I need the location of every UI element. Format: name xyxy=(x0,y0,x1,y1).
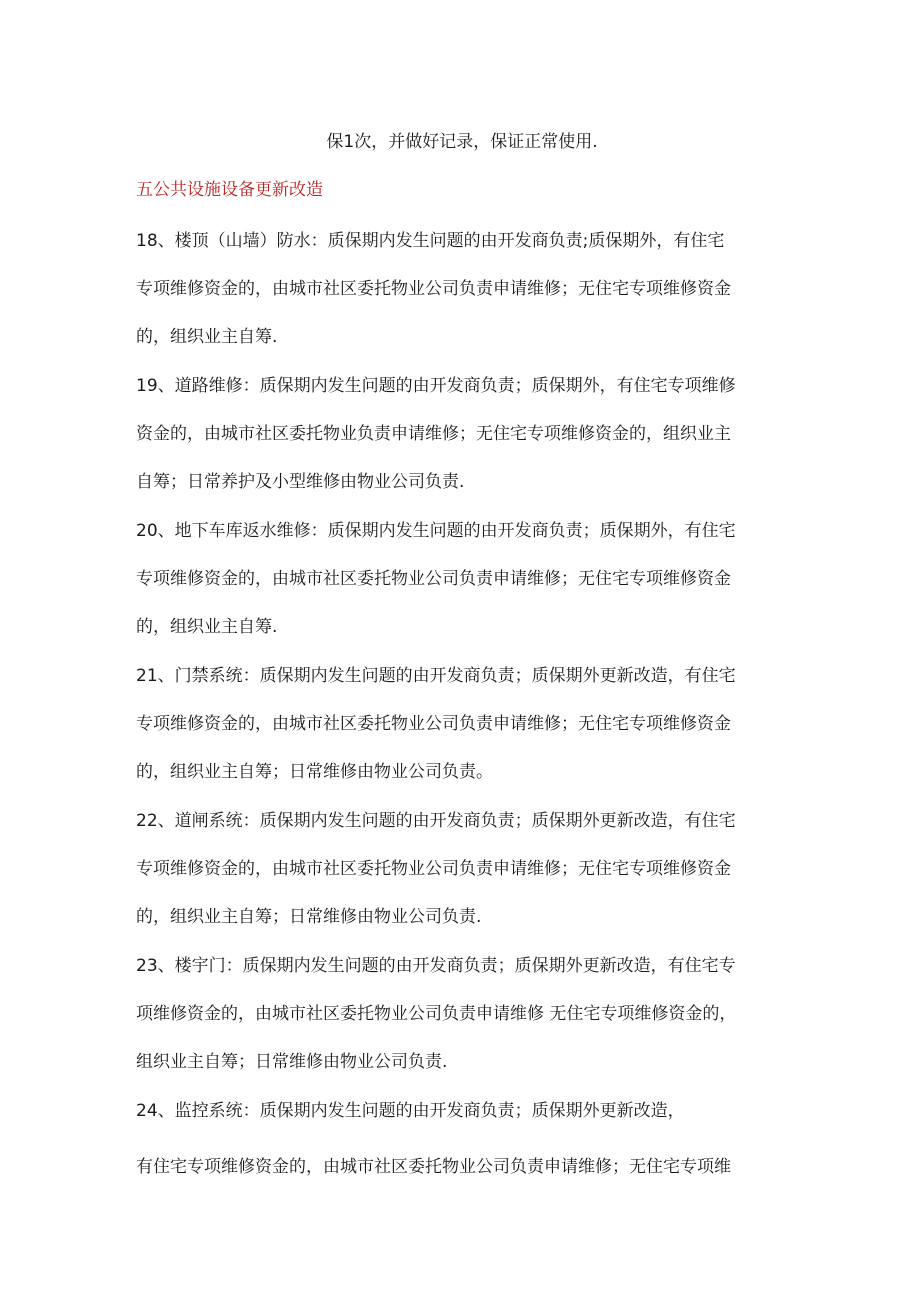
paragraph-line: 资金的，由城市社区委托物业负责申请维修；无住宅专项维修资金的，组织业主 xyxy=(136,424,731,444)
paragraph-line: 20、地下车库返水维修：质保期内发生问题的由开发商负责；质保期外，有住宅 xyxy=(136,521,736,541)
paragraph-line: 23、楼宇门：质保期内发生问题的由开发商负责；质保期外更新改造，有住宅专 xyxy=(136,956,736,976)
paragraph-line: 的，组织业主自筹. xyxy=(136,617,278,637)
paragraph-line: 22、道闸系统：质保期内发生问题的由开发商负责；质保期外更新改造，有住宅 xyxy=(136,811,736,831)
paragraph-line: 有住宅专项维修资金的，由城市社区委托物业公司负责申请维修；无住宅专项维 xyxy=(136,1157,731,1177)
paragraph-line: 专项维修资金的，由城市社区委托物业公司负责申请维修；无住宅专项维修资金 xyxy=(136,279,731,299)
paragraph-line: 18、楼顶（山墙）防水：质保期内发生问题的由开发商负责;质保期外，有住宅 xyxy=(136,231,725,251)
paragraph-line: 专项维修资金的，由城市社区委托物业公司负责申请维修；无住宅专项维修资金 xyxy=(136,714,731,734)
section-heading: 五公共设施设备更新改造 xyxy=(136,180,323,200)
paragraph-line: 的，组织业主自筹. xyxy=(136,327,278,347)
paragraph-line: 24、监控系统：质保期内发生问题的由开发商负责；质保期外更新改造， xyxy=(136,1101,685,1121)
paragraph-line: 自筹；日常养护及小型维修由物业公司负责. xyxy=(136,472,465,492)
paragraph-line: 的，组织业主自筹；日常维修由物业公司负责。 xyxy=(136,762,493,782)
paragraph-line: 专项维修资金的，由城市社区委托物业公司负责申请维修；无住宅专项维修资金 xyxy=(136,569,731,589)
paragraph-line: 项维修资金的，由城市社区委托物业公司负责申请维修 无住宅专项维修资金的， xyxy=(136,1004,737,1024)
paragraph-line: 专项维修资金的，由城市社区委托物业公司负责申请维修；无住宅专项维修资金 xyxy=(136,859,731,879)
paragraph-line: 组织业主自筹；日常维修由物业公司负责. xyxy=(136,1052,448,1072)
paragraph-line: 21、门禁系统：质保期内发生问题的由开发商负责；质保期外更新改造，有住宅 xyxy=(136,666,736,686)
continuation-line: 保1次，并做好记录，保证正常使用. xyxy=(326,132,598,152)
paragraph-line: 19、道路维修：质保期内发生问题的由开发商负责；质保期外，有住宅专项维修 xyxy=(136,376,736,396)
paragraph-line: 的，组织业主自筹；日常维修由物业公司负责. xyxy=(136,907,482,927)
